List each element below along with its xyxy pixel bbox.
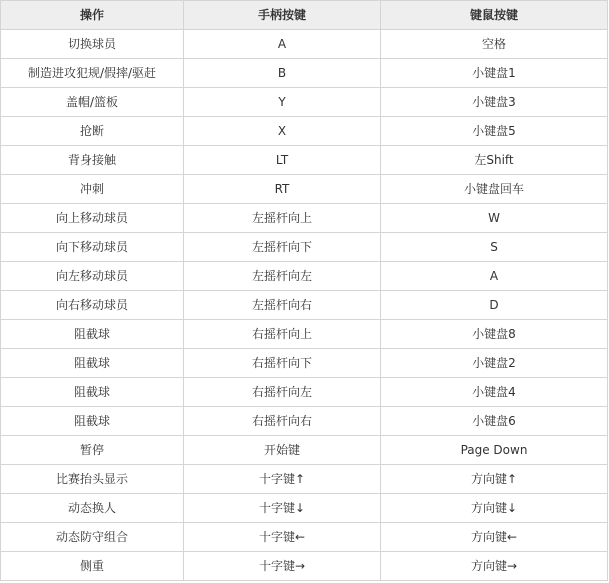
gamepad-cell: 十字键↓ (184, 494, 381, 523)
table-row (1, 233, 608, 262)
keyboard-cell: 方向键↑ (381, 465, 608, 494)
gamepad-cell: 左摇杆向上 (184, 204, 381, 233)
table-row (1, 291, 608, 320)
action-cell: 侧重 (1, 552, 184, 581)
gamepad-cell: A (184, 30, 381, 59)
action-cell: 向左移动球员 (1, 262, 184, 291)
gamepad-cell: LT (184, 146, 381, 175)
table-row (1, 30, 608, 59)
table-row (1, 175, 608, 204)
table-row (1, 59, 608, 88)
action-cell: 冲刺 (1, 175, 184, 204)
keyboard-cell: 小键盘1 (381, 59, 608, 88)
action-cell: 动态防守组合 (1, 523, 184, 552)
table-row (1, 117, 608, 146)
action-cell: 盖帽/篮板 (1, 88, 184, 117)
keyboard-cell: 小键盘回车 (381, 175, 608, 204)
action-cell: 抢断 (1, 117, 184, 146)
gamepad-cell: 左摇杆向右 (184, 291, 381, 320)
action-cell: 动态换人 (1, 494, 184, 523)
keyboard-cell: S (381, 233, 608, 262)
action-cell: 向右移动球员 (1, 291, 184, 320)
table-row (1, 204, 608, 233)
table-row (1, 552, 608, 581)
action-cell: 暂停 (1, 436, 184, 465)
header-gamepad-key: 手柄按键 (184, 1, 381, 30)
gamepad-cell: 右摇杆向上 (184, 320, 381, 349)
header-keyboard-key: 键鼠按键 (381, 1, 608, 30)
keyboard-cell: 空格 (381, 30, 608, 59)
keyboard-cell: 小键盘8 (381, 320, 608, 349)
gamepad-cell: 右摇杆向右 (184, 407, 381, 436)
action-cell: 向下移动球员 (1, 233, 184, 262)
gamepad-cell: 右摇杆向左 (184, 378, 381, 407)
table-row (1, 407, 608, 436)
table-body (1, 30, 608, 581)
table-row (1, 494, 608, 523)
gamepad-cell: B (184, 59, 381, 88)
gamepad-cell: 开始键 (184, 436, 381, 465)
action-cell: 制造进攻犯规/假摔/驱赶 (1, 59, 184, 88)
gamepad-cell: 左摇杆向左 (184, 262, 381, 291)
table-row (1, 262, 608, 291)
table-row (1, 465, 608, 494)
keyboard-cell: Page Down (381, 436, 608, 465)
header-row (1, 1, 608, 30)
keyboard-cell: 小键盘4 (381, 378, 608, 407)
gamepad-cell: RT (184, 175, 381, 204)
keyboard-cell: 小键盘2 (381, 349, 608, 378)
gamepad-cell: 左摇杆向下 (184, 233, 381, 262)
keyboard-cell: 方向键↓ (381, 494, 608, 523)
keyboard-cell: 左Shift (381, 146, 608, 175)
keyboard-cell: 方向键← (381, 523, 608, 552)
gamepad-cell: X (184, 117, 381, 146)
keyboard-cell: 小键盘3 (381, 88, 608, 117)
gamepad-cell: 十字键↑ (184, 465, 381, 494)
action-cell: 切换球员 (1, 30, 184, 59)
action-cell: 比赛抬头显示 (1, 465, 184, 494)
table-row (1, 349, 608, 378)
action-cell: 向上移动球员 (1, 204, 184, 233)
gamepad-cell: 十字键→ (184, 552, 381, 581)
keyboard-cell: 小键盘6 (381, 407, 608, 436)
action-cell: 阻截球 (1, 378, 184, 407)
action-cell: 背身接触 (1, 146, 184, 175)
keyboard-cell: W (381, 204, 608, 233)
table-row (1, 378, 608, 407)
table-row (1, 88, 608, 117)
table-row (1, 436, 608, 465)
table-row (1, 523, 608, 552)
action-cell: 阻截球 (1, 349, 184, 378)
gamepad-cell: 十字键← (184, 523, 381, 552)
keyboard-cell: 小键盘5 (381, 117, 608, 146)
action-cell: 阻截球 (1, 320, 184, 349)
action-cell: 阻截球 (1, 407, 184, 436)
gamepad-cell: 右摇杆向下 (184, 349, 381, 378)
keyboard-cell: 方向键→ (381, 552, 608, 581)
keyboard-cell: A (381, 262, 608, 291)
table-row (1, 320, 608, 349)
header-action: 操作 (1, 1, 184, 30)
table-header (1, 1, 608, 30)
keyboard-cell: D (381, 291, 608, 320)
table-row (1, 146, 608, 175)
gamepad-cell: Y (184, 88, 381, 117)
